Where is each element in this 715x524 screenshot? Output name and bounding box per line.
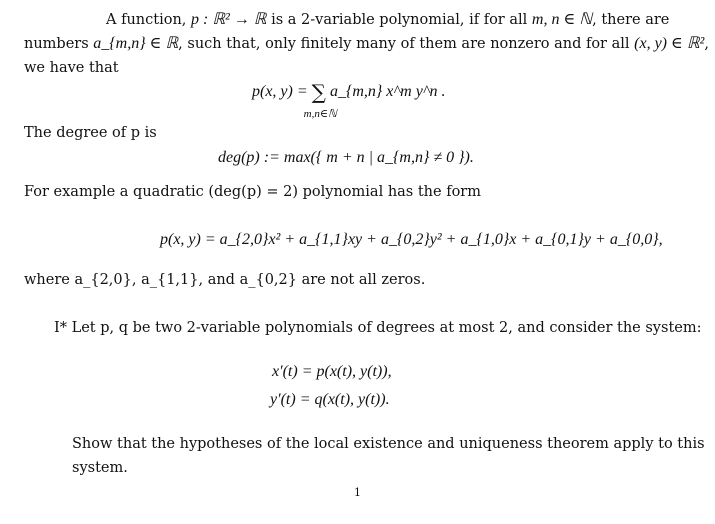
text: numbers	[24, 36, 89, 52]
system-eq-1: x′(t) = p(x(t), y(t)),	[272, 363, 392, 380]
problem-statement	[54, 316, 702, 340]
problem-label: I*	[54, 320, 67, 336]
map-notation: p : ℝ² → ℝ	[191, 11, 267, 28]
definition-line-1	[24, 8, 694, 32]
vars-notation: m, n ∈ ℕ	[531, 11, 593, 28]
definition-line-3: we have that	[24, 60, 119, 76]
definition-paragraph	[24, 8, 709, 80]
text: A function,	[106, 12, 187, 28]
eq-term: a_{m,n} x^m y^n .	[329, 83, 446, 100]
problem-text: Let p, q be two 2-variable polynomials of degrees at most 2, and consider the system:	[71, 320, 702, 336]
degree-intro: The degree of p is	[24, 125, 157, 141]
sum-index: m,n∈ℕ	[303, 108, 337, 120]
example-text: For example a quadratic (deg(p) = 2) polynomial has the form	[24, 184, 481, 200]
where-text: where a_{2,0}, a_{1,1}, and a_{0,2} are not all zeros.	[24, 272, 426, 288]
task-line-2: system.	[72, 460, 128, 476]
sum	[303, 80, 337, 120]
text: , such that, only finitely many of them are nonzero and for all	[178, 36, 630, 52]
definition-line-2	[24, 32, 709, 56]
equation-degree: deg(p) := max({ m + n | a_{m,n} ≠ 0 }).	[218, 149, 474, 166]
page-number: 1	[354, 486, 361, 499]
equation-polynomial	[252, 80, 446, 120]
text: ,	[704, 36, 709, 52]
point-notation: (x, y) ∈ ℝ²	[634, 35, 705, 52]
task-line-1: Show that the hypotheses of the local existence and uniqueness theorem apply to this	[72, 436, 705, 452]
coeff-notation: a_{m,n} ∈ ℝ	[93, 35, 179, 52]
equation-quadratic: p(x, y) = a_{2,0}x² + a_{1,1}xy + a_{0,2}y² + a_{1,0}x + a_{0,1}y + a_{0,0},	[160, 231, 663, 248]
eq-lhs: p(x, y) =	[252, 83, 308, 100]
system-eq-2: y′(t) = q(x(t), y(t)).	[270, 391, 390, 408]
sum-symbol: ∑	[311, 80, 326, 104]
text: is a 2-variable polynomial, if for all	[271, 12, 528, 28]
text: , there are	[592, 12, 670, 28]
